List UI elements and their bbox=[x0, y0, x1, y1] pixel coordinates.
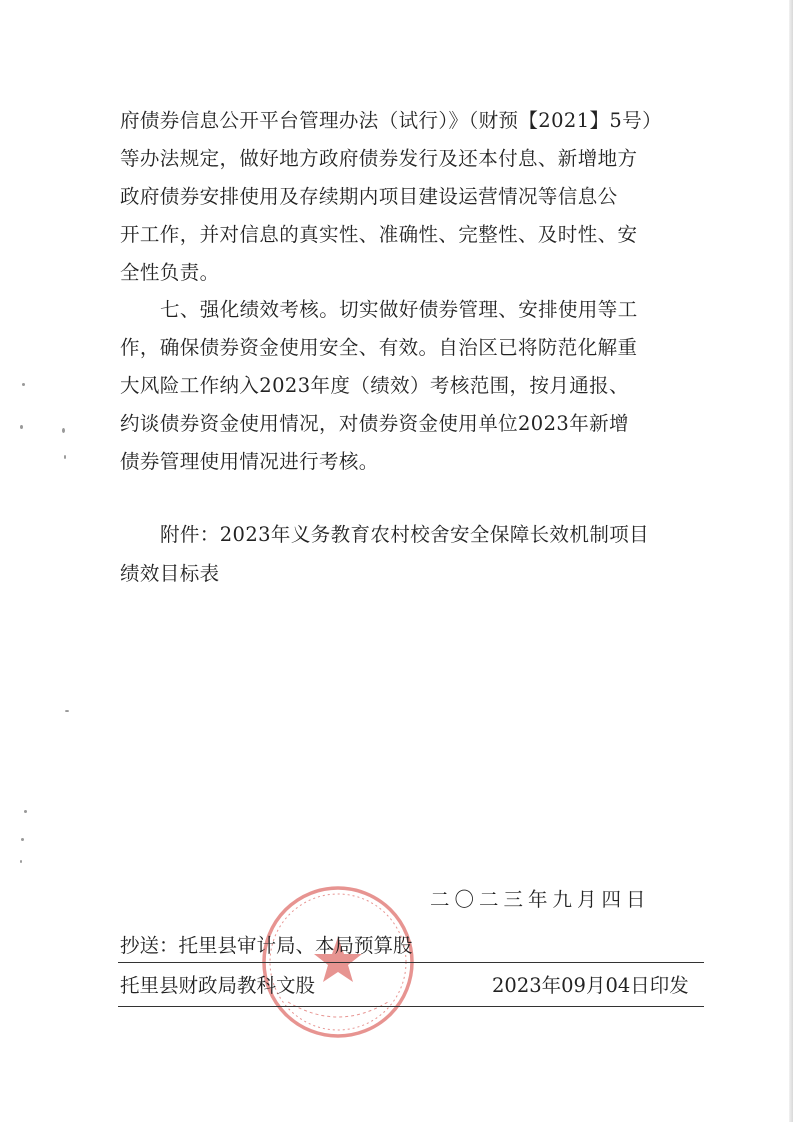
body-line-9: 约谈债券资金使用情况，对债券资金使用单位2023年新增 bbox=[120, 412, 629, 435]
scan-speck bbox=[20, 860, 22, 863]
body-line-7: 作，确保债券资金使用安全、有效。自治区已将防范化解重 bbox=[120, 336, 638, 359]
scan-speck bbox=[65, 710, 69, 712]
body-line-5: 全性负责。 bbox=[120, 261, 220, 284]
body-line-6: 七、强化绩效考核。切实做好债券管理、安排使用等工 bbox=[160, 298, 638, 321]
body-line-2: 等办法规定，做好地方政府债券发行及还本付息、新增地方 bbox=[120, 147, 638, 170]
divider-top bbox=[118, 962, 704, 963]
document-date: 二〇二三年九月四日 bbox=[430, 888, 651, 911]
scan-speck bbox=[20, 425, 23, 429]
scan-speck bbox=[22, 383, 25, 386]
scan-speck bbox=[21, 838, 24, 841]
divider-bottom bbox=[118, 1006, 704, 1007]
cc-line: 抄送：托里县审计局、本局预算股 bbox=[120, 934, 413, 957]
body-line-1: 府债券信息公开平台管理办法（试行）》（财预【2021】5号） bbox=[120, 109, 663, 132]
attachment-line-2: 绩效目标表 bbox=[120, 562, 220, 585]
body-line-10: 债券管理使用情况进行考核。 bbox=[120, 450, 379, 473]
printed-date: 2023年09月04日印发 bbox=[492, 974, 689, 997]
attachment-line-1: 附件：2023年义务教育农村校舍安全保障长效机制项目 bbox=[160, 523, 650, 546]
scan-speck bbox=[64, 455, 66, 459]
body-line-4: 开工作，并对信息的真实性、准确性、完整性、及时性、安 bbox=[120, 223, 638, 246]
issuer-name: 托里县财政局教科文股 bbox=[120, 974, 316, 997]
scan-edge bbox=[789, 0, 793, 1122]
scan-speck bbox=[24, 810, 27, 813]
body-line-3: 政府债券安排使用及存续期内项目建设运营情况等信息公 bbox=[120, 185, 618, 208]
body-line-8: 大风险工作纳入2023年度（绩效）考核范围，按月通报、 bbox=[120, 374, 629, 397]
scan-speck bbox=[62, 428, 65, 433]
